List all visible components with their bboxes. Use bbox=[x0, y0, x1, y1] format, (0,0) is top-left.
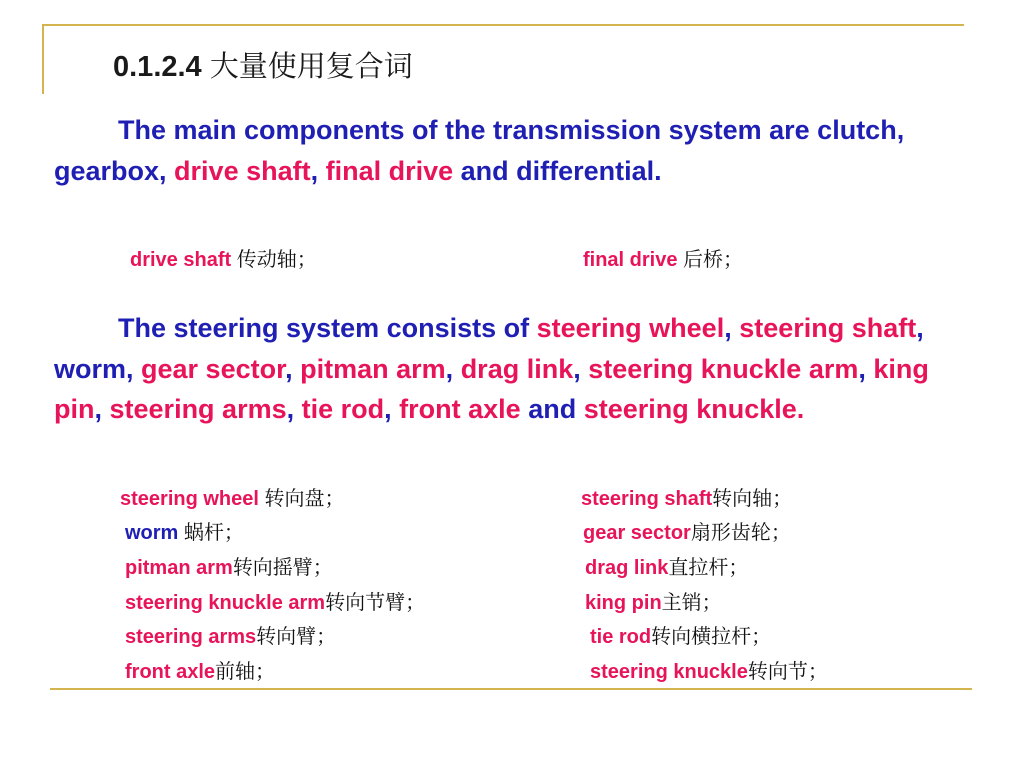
gloss-cn: 转向节； bbox=[747, 661, 828, 683]
para2-sep: , bbox=[285, 353, 301, 384]
term-pitman-arm: pitman arm bbox=[300, 353, 446, 384]
gloss-en: tie rod bbox=[590, 626, 652, 648]
term-drag-link: drag link bbox=[460, 353, 574, 384]
para2-sep: , bbox=[94, 394, 110, 424]
gloss-tie-rod bbox=[590, 620, 771, 649]
term-steering-shaft: steering shaft bbox=[739, 313, 917, 343]
gloss-cn: 转向横拉杆； bbox=[651, 626, 772, 648]
para2-sep: , bbox=[286, 394, 302, 424]
frame-left-line bbox=[42, 24, 44, 94]
gloss-en: pitman arm bbox=[125, 557, 233, 579]
term-final-drive: final drive bbox=[325, 155, 454, 186]
paragraph-transmission bbox=[54, 110, 974, 191]
gloss-cn: 转向轴； bbox=[712, 488, 793, 510]
para2-sep: , bbox=[445, 353, 461, 384]
gloss-en: drive shaft bbox=[130, 249, 232, 271]
gloss-cn: 转向臂； bbox=[256, 626, 337, 648]
gloss-en: gear sector bbox=[583, 522, 691, 544]
gloss-en: final drive bbox=[583, 249, 678, 271]
frame-bottom-line bbox=[50, 688, 972, 690]
gloss-drag-link bbox=[585, 551, 748, 580]
gloss-steering-wheel bbox=[120, 482, 345, 511]
para2-text: The steering system consists of bbox=[118, 313, 537, 343]
term-front-axle: front axle bbox=[399, 394, 521, 424]
gloss-gear-sector bbox=[583, 516, 791, 545]
gloss-cn: 后桥； bbox=[683, 249, 744, 271]
gloss-en: steering knuckle arm bbox=[125, 592, 326, 614]
term-drive-shaft: drive shaft bbox=[174, 155, 311, 186]
gloss-cn: 扇形齿轮； bbox=[690, 522, 791, 544]
gloss-steering-knuckle bbox=[590, 655, 828, 684]
para2-sep: , bbox=[858, 353, 874, 384]
gloss-cn: 传动轴； bbox=[236, 249, 317, 271]
gloss-steering-shaft bbox=[581, 482, 792, 511]
gloss-king-pin bbox=[585, 586, 722, 615]
gloss-en: front axle bbox=[125, 661, 216, 683]
gloss-en: steering shaft bbox=[581, 488, 713, 510]
term-steering-knuckle: steering knuckle bbox=[583, 394, 797, 424]
term-tie-rod: tie rod bbox=[301, 394, 385, 424]
gloss-steering-knuckle-arm bbox=[125, 586, 425, 615]
term-steering-knuckle-arm: steering knuckle arm bbox=[588, 353, 859, 384]
gloss-pitman-arm bbox=[125, 551, 333, 580]
gloss-en: steering wheel bbox=[120, 488, 265, 510]
para2-sep: , bbox=[384, 394, 400, 424]
gloss-en: drag link bbox=[585, 557, 669, 579]
para2-end: . bbox=[796, 394, 805, 424]
section-heading: 大量使用复合词 bbox=[209, 51, 413, 83]
gloss-cn: 转向摇臂； bbox=[232, 557, 333, 579]
para2-sep: , bbox=[724, 313, 740, 343]
gloss-steering-arms bbox=[125, 620, 336, 649]
gloss-cn: 蜗杆； bbox=[183, 522, 244, 544]
para2-sep: and bbox=[520, 394, 584, 424]
gloss-cn: 主销； bbox=[661, 592, 722, 614]
gloss-front-axle bbox=[125, 655, 275, 684]
para1-text: The main components of the transmission system are clutch, gearbox, bbox=[54, 115, 905, 186]
gloss-en: king pin bbox=[585, 592, 662, 614]
gloss-en: steering knuckle bbox=[590, 661, 748, 683]
gloss-worm bbox=[125, 516, 244, 545]
para1-end: and differential. bbox=[453, 155, 662, 186]
gloss-cn: 转向节臂； bbox=[325, 592, 426, 614]
gloss-cn: 前轴； bbox=[215, 661, 276, 683]
frame-top-line bbox=[42, 24, 964, 26]
gloss-final-drive bbox=[583, 243, 743, 272]
term-gear-sector: gear sector bbox=[141, 353, 286, 384]
paragraph-steering bbox=[54, 308, 974, 430]
term-steering-arms: steering arms bbox=[109, 394, 287, 424]
para1-sep: , bbox=[310, 155, 326, 186]
term-steering-wheel: steering wheel bbox=[536, 313, 725, 343]
gloss-en: worm bbox=[125, 522, 184, 544]
para2-sep: , worm, bbox=[54, 313, 924, 384]
para2-sep: , bbox=[573, 353, 589, 384]
section-number: 0.1.2.4 bbox=[113, 51, 202, 83]
gloss-en: steering arms bbox=[125, 626, 257, 648]
slide-title bbox=[113, 44, 413, 85]
term-king-pin: king pin bbox=[54, 353, 929, 424]
gloss-drive-shaft bbox=[130, 243, 317, 272]
gloss-cn: 直拉杆； bbox=[668, 557, 749, 579]
gloss-cn: 转向盘； bbox=[264, 488, 345, 510]
